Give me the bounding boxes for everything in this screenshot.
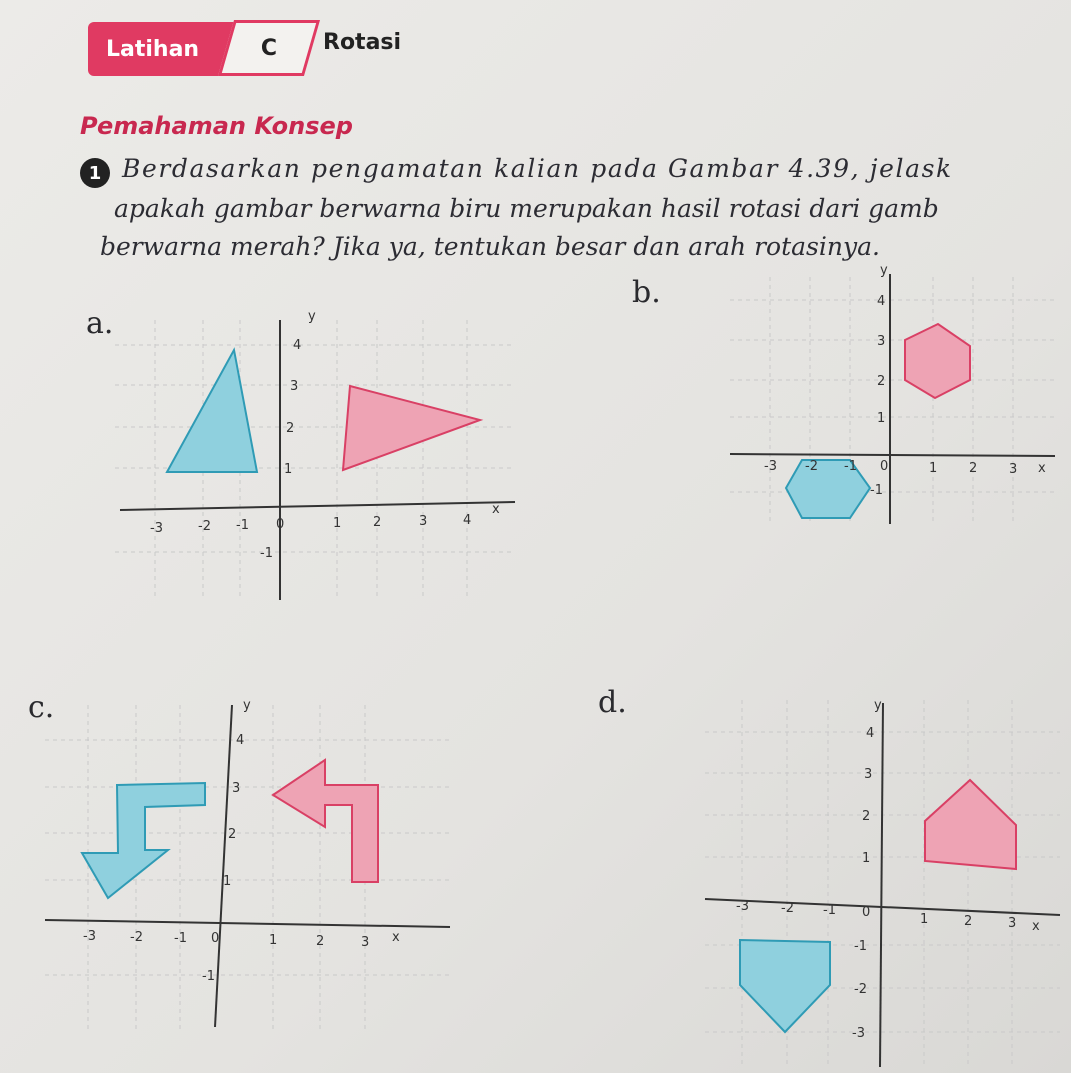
- graph-d-y-tick: 1: [862, 851, 871, 866]
- banner-letter: C: [260, 35, 278, 61]
- graph-c-x-label: x: [392, 930, 400, 945]
- graph-d-red-pentagon: [925, 780, 1016, 869]
- graph-a-x-tick: -1: [236, 518, 249, 533]
- graph-c-x-tick: -3: [83, 929, 96, 944]
- graph-d-x-tick: -1: [823, 903, 836, 918]
- graph-d-x-tick: -3: [736, 899, 749, 914]
- question-line-3: berwarna merah? Jika ya, tentukan besar dan arah rotasinya.: [100, 232, 880, 261]
- graph-d-y-tick: -1: [854, 939, 867, 954]
- graph-a-x-label: x: [492, 502, 500, 517]
- graph-b-y-tick: 4: [877, 294, 886, 309]
- graph-c-x-tick: 0: [211, 931, 220, 946]
- graph-a-x-tick: 3: [419, 514, 428, 529]
- graph-d-blue-pentagon: [740, 940, 830, 1032]
- banner-title: Rotasi: [323, 30, 402, 55]
- graph-a-y-tick: 3: [290, 379, 299, 394]
- graph-b-y-tick: 1: [877, 411, 886, 426]
- graph-c-blue-arrow: [82, 783, 205, 898]
- graph-c-y-axis: [215, 705, 232, 1027]
- graph-d-x-tick: 0: [862, 905, 871, 920]
- graph-d-x-tick: 1: [920, 912, 929, 927]
- graph-b-y-tick: -1: [870, 483, 883, 498]
- graph-a-x-tick: -2: [198, 519, 211, 534]
- graph-c-y-tick: 3: [232, 781, 241, 796]
- graph-c-x-axis: [45, 920, 450, 927]
- graph-c-y-tick: 2: [228, 827, 237, 842]
- graph-b-x-axis: [730, 454, 1055, 456]
- graph-d-y-label: y: [874, 698, 882, 713]
- graph-d-label: d.: [598, 685, 627, 720]
- graph-c-y-tick: 4: [236, 733, 245, 748]
- banner-letter-box: [218, 20, 320, 76]
- graph-d-x-tick: -2: [781, 901, 794, 916]
- graph-a-y-tick: 4: [293, 338, 302, 353]
- graph-a-y-label: y: [308, 309, 316, 324]
- graph-d-y-tick: 4: [866, 726, 875, 741]
- graph-a-x-tick: -3: [150, 521, 163, 536]
- graph-b-blue-hexagon: [786, 460, 870, 518]
- graph-c-red-arrow: [273, 760, 378, 882]
- question-line-1: Berdasarkan pengamatan kalian pada Gambar 4.39, jelask: [122, 154, 953, 183]
- graph-a-x-axis: [120, 502, 515, 510]
- graph-d-y-tick: 3: [864, 767, 873, 782]
- graph-b-x-tick: 1: [929, 461, 938, 476]
- graph-a-x-tick: 4: [463, 513, 472, 528]
- graph-c-x-tick: -2: [130, 930, 143, 945]
- graph-a-x-tick: 0: [276, 517, 285, 532]
- graph-b-x-tick: -1: [844, 459, 857, 474]
- graph-b-y-tick: 3: [877, 334, 886, 349]
- graph-a-x-tick: 1: [333, 516, 342, 531]
- graph-b-x-tick: -3: [764, 459, 777, 474]
- graph-d-y-tick: 2: [862, 809, 871, 824]
- graph-c-y-tick: -1: [202, 969, 215, 984]
- graph-d-y-tick: -2: [854, 982, 867, 997]
- graph-d-x-tick: 3: [1008, 916, 1017, 931]
- graph-c-x-tick: 2: [316, 934, 325, 949]
- graph-b-red-hexagon: [905, 324, 970, 398]
- banner-label: Latihan: [88, 22, 253, 76]
- graph-c-y-label: y: [243, 698, 251, 713]
- question-line-2: apakah gambar berwarna biru merupakan hasil rotasi dari gamb: [114, 194, 939, 223]
- graph-a: [100, 300, 540, 610]
- graph-d: [700, 695, 1065, 1070]
- question-number: 1: [80, 158, 110, 188]
- graph-b-x-tick: 0: [880, 459, 889, 474]
- graph-a-blue-triangle: [167, 350, 257, 472]
- graph-b-y-tick: 2: [877, 374, 886, 389]
- graph-d-x-tick: 2: [964, 914, 973, 929]
- graph-b-x-tick: 3: [1009, 462, 1018, 477]
- graph-b-x-tick: -2: [805, 459, 818, 474]
- graph-b: [720, 262, 1060, 532]
- graph-c-x-tick: -1: [174, 931, 187, 946]
- graph-a-red-triangle: [343, 386, 480, 470]
- graph-b-x-label: x: [1038, 461, 1046, 476]
- graph-a-y-tick: 2: [286, 421, 295, 436]
- graph-b-label: b.: [632, 275, 661, 310]
- graph-a-y-tick: 1: [284, 462, 293, 477]
- graph-a-label: a.: [86, 306, 114, 341]
- graph-b-x-tick: 2: [969, 461, 978, 476]
- graph-c-label: c.: [28, 690, 55, 725]
- graph-d-x-label: x: [1032, 919, 1040, 934]
- graph-d-y-tick: -3: [852, 1026, 865, 1041]
- graph-d-x-axis: [705, 899, 1060, 915]
- graph-c-x-tick: 1: [269, 933, 278, 948]
- graph-d-y-axis: [880, 703, 883, 1067]
- graph-a-x-tick: 2: [373, 515, 382, 530]
- section-heading: Pemahaman Konsep: [80, 112, 353, 140]
- graph-c-y-tick: 1: [223, 874, 232, 889]
- exercise-banner: [88, 22, 402, 76]
- graph-b-y-label: y: [880, 263, 888, 278]
- graph-a-y-tick: -1: [260, 546, 273, 561]
- graph-c-x-tick: 3: [361, 935, 370, 950]
- graph-c: [40, 695, 460, 1035]
